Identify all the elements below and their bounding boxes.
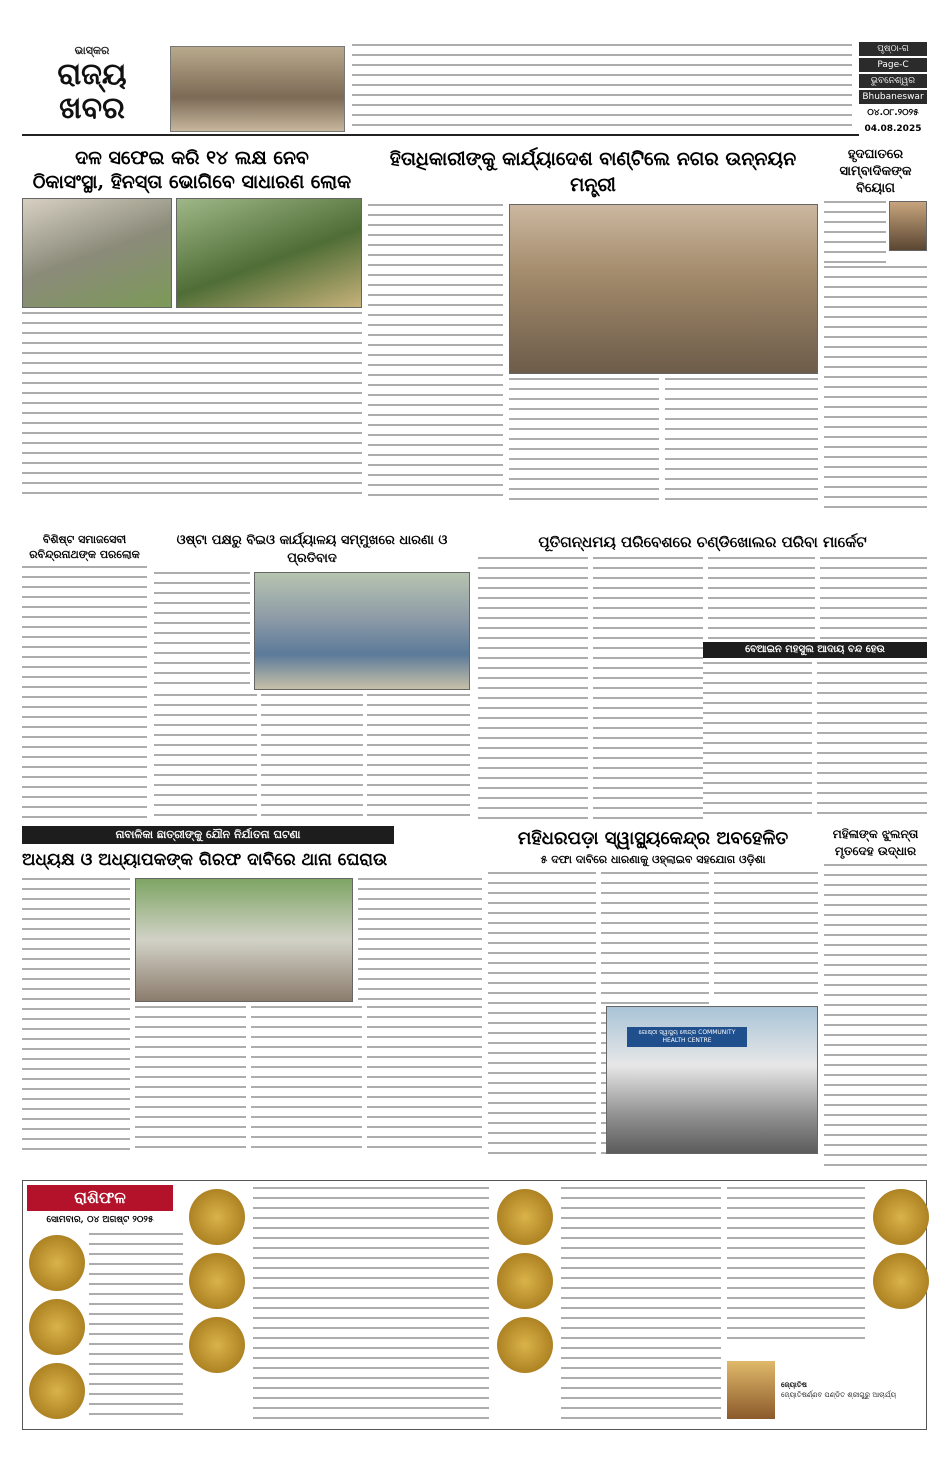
- story2-body-col2: [509, 378, 659, 504]
- masthead: [22, 44, 162, 134]
- page-label-or: ପୃଷ୍ଠା-ଗ: [859, 42, 927, 56]
- story-contractor: [22, 146, 362, 496]
- brand-top: ଭାସ୍କର: [74, 44, 110, 57]
- date-en: 04.08.2025: [859, 122, 927, 136]
- story9-headline-b: ମୃତଦେହ ଉଦ୍ଧାର: [834, 844, 917, 858]
- capricorn-icon: [497, 1317, 553, 1373]
- scorpio-icon: [497, 1189, 553, 1245]
- story8-subhead: ୫ ଦଫା ଦାବିରେ ଧାରଣାକୁ ଓହ୍ଲାଇବ ସହଯୋଗ ଓଡ଼ିଶା: [540, 853, 766, 866]
- brand-line1: ରାଜ୍ୟ: [57, 57, 127, 92]
- story8-body-col1: [488, 872, 596, 1156]
- header-story-text: [352, 44, 852, 134]
- story5-headline: ଓଷ୍ଟା ପକ୍ଷରୁ ବିଇଓ କାର୍ଯ୍ୟାଳୟ ସମ୍ମୁଖରେ ଧାରଣା ଓ ପ୍ରତିବାଦ: [176, 533, 448, 566]
- rashifal-section: [22, 1180, 927, 1430]
- rashifal-col3: [561, 1187, 721, 1423]
- aquarius-icon: [873, 1189, 929, 1245]
- story1-photo-office: [22, 198, 172, 308]
- story-vegetable-market: [478, 532, 927, 819]
- date-or: ୦୪.୦୮.୨୦୨୫: [859, 106, 927, 120]
- story3-portrait: [889, 201, 927, 251]
- astrologer-photo: [727, 1361, 775, 1419]
- page-label-en: Page-C: [859, 58, 927, 72]
- story6-body-col4: [820, 557, 927, 639]
- story-osta-protest: [154, 532, 470, 824]
- story6-body-col2: [593, 557, 703, 819]
- health-centre-sign: ଗୋଷ୍ଠୀ ସ୍ୱାସ୍ଥ୍ୟ କେନ୍ଦ୍ର COMMUNITY HEALTH CENTRE: [627, 1027, 747, 1047]
- story2-headline: ହିତାଧିକାରୀଙ୍କୁ କାର୍ଯ୍ୟାଦେଶ ବାଣ୍ଟିଲେ ନଗର ଉନ୍ନୟନ ମନ୍ତ୍ରୀ: [389, 148, 797, 196]
- story5-body-col4: [367, 694, 470, 824]
- story-social-worker: [22, 532, 147, 830]
- story6-body-col3: [708, 557, 815, 639]
- story5-photo-protest: [254, 572, 470, 690]
- story7-body-col1: [22, 878, 130, 1154]
- story2-body-col1: [368, 204, 503, 504]
- story7-kicker: ନାବାଳିକା ଛାତ୍ରୀଙ୍କୁ ଯୌନ ନିର୍ଯାତନା ଘଟଣା: [22, 826, 394, 844]
- story8-headline: ମହିଧରପଡ଼ା ସ୍ୱାସ୍ଥ୍ୟକେନ୍ଦ୍ର ଅବହେଳିତ: [517, 828, 789, 849]
- story7-photo-siege: [135, 878, 353, 1002]
- city-en: Bhubaneswar: [859, 90, 927, 104]
- taurus-icon: [29, 1299, 85, 1355]
- story1-headline-a: ଦଳ ସଫେଇ କରି ୧୪ ଲକ୍ଷ ନେବ: [75, 147, 309, 169]
- astrologer-name: ଜ୍ୟୋତିଷର୍ଣ୍ଣବ ପଣ୍ଡିତ ଶ୍ରୀଗୁରୁ ଆଚାର୍ଯ୍ୟ: [781, 1391, 897, 1399]
- story2-photo-group: [509, 204, 818, 374]
- page-header: [22, 40, 927, 136]
- story-woman-body: [824, 826, 927, 1170]
- leo-icon: [189, 1253, 245, 1309]
- story-work-order: [368, 146, 818, 504]
- city-or: ଭୁବନେଶ୍ୱର: [859, 74, 927, 88]
- rashifal-date: ସୋମବାର, ୦୪ ଅଗଷ୍ଟ ୨୦୨୫: [46, 1215, 154, 1225]
- story9-headline-a: ମହିଳାଙ୍କ ଝୁଲନ୍ତା: [832, 827, 919, 841]
- story4-headline-b: ରବିନ୍ଦ୍ରନାଥଙ୍କ ପରଲୋକ: [29, 548, 140, 561]
- rashifal-title: ରାଶିଫଳ: [27, 1185, 173, 1211]
- story8-body-col3: [714, 872, 818, 994]
- story5-body-col1: [154, 572, 250, 690]
- rashifal-col2: [253, 1187, 489, 1423]
- story6-body-col6: [817, 662, 927, 818]
- cancer-icon: [189, 1189, 245, 1245]
- story5-body-col2: [154, 694, 257, 824]
- story-police-station-siege: [22, 826, 482, 1154]
- brand-line2: ଖବର: [59, 91, 125, 126]
- aries-icon: [29, 1235, 85, 1291]
- story6-subhead: ବେଆଇନ ମହସୁଲ ଆଦାୟ ବନ୍ଦ ହେଉ: [703, 642, 927, 658]
- rashifal-col4: [727, 1187, 865, 1347]
- story7-body-col4: [251, 1006, 362, 1154]
- story7-headline: ଅଧ୍ୟକ୍ଷ ଓ ଅଧ୍ୟାପକଙ୍କ ଗିରଫ ଦାବିରେ ଥାନା ଘେରାଉ: [22, 850, 388, 870]
- story1-body: [22, 312, 362, 496]
- story3-headline-a: ହୃଦଘାତରେ: [847, 147, 904, 162]
- story4-body: [22, 566, 147, 830]
- pisces-icon: [873, 1253, 929, 1309]
- story4-headline-a: ବିଶିଷ୍ଟ ସମାଜସେବୀ: [42, 533, 127, 546]
- story7-body-col5: [367, 1006, 482, 1154]
- story3-body: [824, 266, 927, 516]
- astrologer-box: [727, 1357, 925, 1423]
- story7-body-col3: [135, 1006, 246, 1154]
- story2-body-col3: [665, 378, 818, 504]
- story6-body-col1: [478, 557, 588, 819]
- story1-photo-excavator: [176, 198, 362, 308]
- story-journalist-death: [824, 146, 927, 516]
- story3-headline-b: ସାମ୍ବାଦିକଙ୍କ ବିୟୋଗ: [839, 164, 912, 196]
- story1-headline-b: ଠିକାସଂସ୍ଥା, ହିନସ୍ତା ଭୋଗିବେ ସାଧାରଣ ଲୋକ: [32, 171, 352, 193]
- story-health-centre: [488, 826, 818, 1156]
- story6-headline: ପୂତିଗନ୍ଧମୟ ପରିବେଶରେ ଚଣ୍ଡିଖୋଲର ପରିବା ମାର୍କେଟ: [538, 533, 867, 551]
- astrologer-label: ଜ୍ୟୋତିଷ: [781, 1381, 807, 1389]
- story9-body: [824, 864, 927, 1170]
- story7-body-col2: [358, 878, 482, 1002]
- virgo-icon: [189, 1317, 245, 1373]
- sagittarius-icon: [497, 1253, 553, 1309]
- story3-body-top: [824, 201, 886, 263]
- rashifal-col1: [89, 1233, 183, 1423]
- header-photo: [170, 46, 345, 132]
- story6-body-col5: [703, 662, 812, 818]
- gemini-icon: [29, 1363, 85, 1419]
- newspaper-page: [22, 40, 927, 1440]
- story5-body-col3: [261, 694, 364, 824]
- page-info-box: [859, 42, 927, 134]
- story8-photo-health-centre: [606, 1006, 818, 1154]
